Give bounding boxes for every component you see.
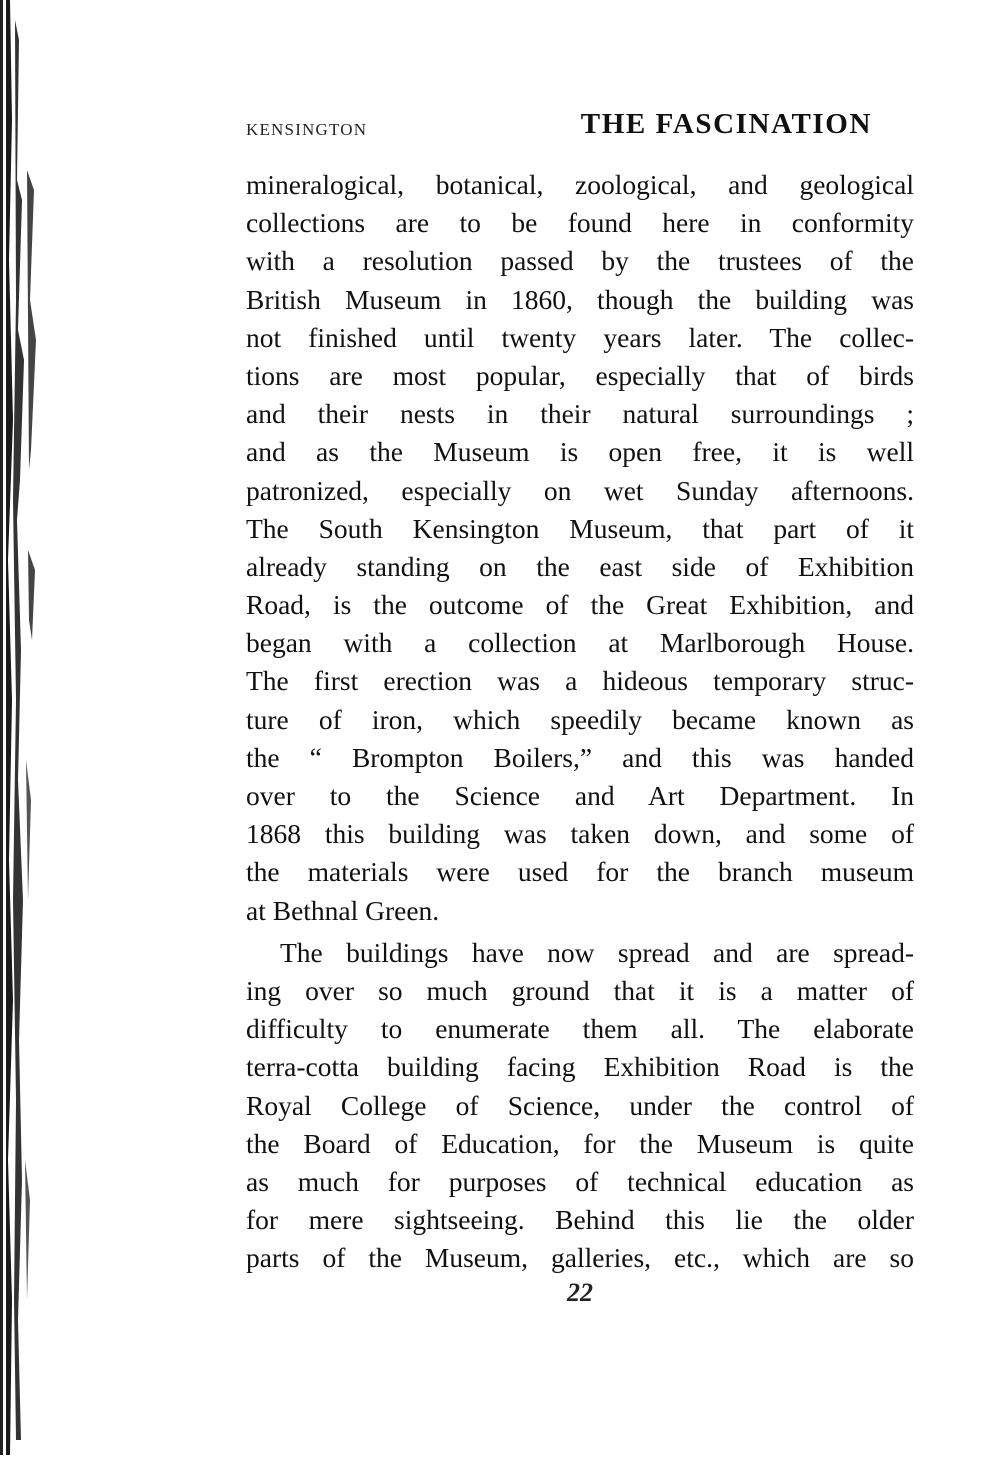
text-line: The South Kensington Museum, that part of it (246, 512, 914, 544)
text-line: began with a collection at Marlborough House. (246, 627, 914, 659)
text-line: ing over so much ground that it is a matter of (246, 974, 914, 1006)
binding-shadow-graphic (0, 0, 44, 1455)
text-line: the “ Brompton Boilers,” and this was handed (246, 741, 914, 773)
text-line: parts of the Museum, galleries, etc., which are so (246, 1242, 914, 1274)
text-line: Royal College of Science, under the control of (246, 1089, 914, 1121)
text-line: difficulty to enumerate them all. The elaborate (246, 1013, 914, 1045)
running-header (246, 108, 872, 148)
page-number: 22 (567, 1278, 593, 1307)
text-line: 1868 this building was taken down, and some of (246, 818, 914, 850)
paragraph-1 (246, 166, 914, 930)
text-line: terra-cotta building facing Exhibition Road is the (246, 1051, 914, 1083)
text-line: Road, is the outcome of the Great Exhibition, and (246, 589, 914, 621)
text-line: British Museum in 1860, though the building was (246, 283, 914, 315)
text-line: at Bethnal Green. (246, 894, 440, 926)
text-line: patronized, especially on wet Sunday afternoons. (246, 474, 914, 506)
text-line: tions are most popular, especially that of birds (246, 359, 914, 391)
text-line: the materials were used for the branch museum (246, 856, 914, 888)
text-line: not finished until twenty years later. The collec- (246, 321, 914, 353)
text-line: mineralogical, botanical, zoological, and geological (246, 169, 914, 200)
text-line: and their nests in their natural surroundings ; (246, 398, 914, 430)
text-line: with a resolution passed by the trustees of the (246, 245, 914, 277)
running-head-left: KENSINGTON (246, 120, 368, 139)
scanned-binding-edge (0, 0, 44, 1455)
text-line: ture of iron, which speedily became known as (246, 703, 914, 735)
text-line: The first erection was a hideous temporary struc- (246, 665, 914, 697)
text-line: over to the Science and Art Department. In (246, 780, 914, 811)
text-line: the Board of Education, for the Museum is quite (246, 1127, 914, 1159)
text-line: as much for purposes of technical education as (246, 1165, 914, 1197)
text-line: and as the Museum is open free, it is well (246, 436, 914, 468)
running-head-title: THE FASCINATION (580, 108, 872, 140)
text-line: collections are to be found here in conformity (246, 207, 914, 239)
text-line: The buildings have now spread and are spread- (280, 936, 914, 968)
text-line: already standing on the east side of Exhibition (246, 550, 914, 582)
body-text (246, 166, 914, 1277)
paragraph-2 (246, 934, 914, 1278)
text-line: for mere sightseeing. Behind this lie the older (246, 1204, 914, 1236)
